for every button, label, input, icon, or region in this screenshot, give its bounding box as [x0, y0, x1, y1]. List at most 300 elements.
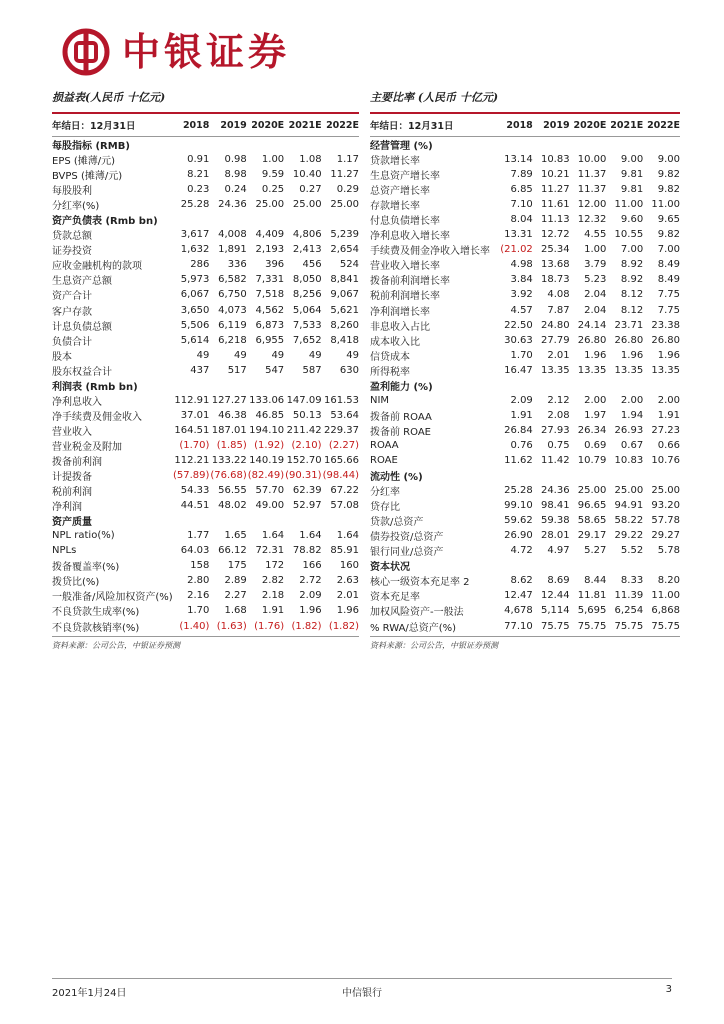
- row-value: 11.27: [540, 184, 570, 196]
- row-value: (1.85): [216, 439, 247, 451]
- row-value: 0.29: [336, 184, 359, 196]
- row-value: 85.91: [330, 545, 359, 557]
- row-label: 非息收入占比: [370, 321, 430, 333]
- row-value: [247, 378, 284, 393]
- row-value: 4.55: [584, 229, 607, 241]
- row-value: 2.08: [547, 409, 570, 421]
- row-label: 成本收入比: [370, 336, 420, 348]
- header-label: 年结日：12月31日: [370, 114, 496, 137]
- row-value: 10.83: [614, 455, 644, 466]
- row-value: 587: [302, 364, 322, 376]
- row-value: 13.35: [614, 364, 644, 376]
- row-value: [643, 137, 680, 153]
- row-value: 8.62: [510, 575, 533, 587]
- row-value: 133.06: [249, 394, 285, 406]
- row-value: 11.39: [614, 590, 644, 602]
- row-value: 1.91: [510, 409, 533, 421]
- row-label: 核心一级资本充足率 2: [370, 577, 470, 589]
- row-value: 6,868: [651, 605, 680, 617]
- row-label: 客户存款: [52, 306, 92, 318]
- section-title: 经营管理 (%): [370, 141, 433, 153]
- row-value: [570, 468, 607, 483]
- row-value: 4,806: [292, 229, 322, 241]
- row-value: 1.97: [584, 409, 607, 421]
- row-value: (2.27): [328, 439, 359, 451]
- table-row: [370, 182, 680, 197]
- row-label: 资产合计: [52, 291, 92, 303]
- row-value: 11.37: [577, 169, 607, 181]
- row-value: 11.13: [540, 214, 570, 226]
- row-value: 517: [227, 364, 247, 376]
- row-label: 贷款总额: [52, 231, 92, 243]
- row-value: 27.93: [540, 424, 570, 436]
- income-statement-panel: [52, 88, 359, 651]
- table-row: [52, 287, 359, 302]
- row-value: 72.31: [255, 545, 285, 557]
- table-row: [52, 423, 359, 438]
- section-title: 资本状况: [370, 562, 410, 574]
- row-value: 24.80: [540, 319, 570, 331]
- row-value: [209, 378, 246, 393]
- row-value: 54.33: [180, 485, 210, 497]
- row-value: [284, 513, 321, 528]
- row-value: 8.49: [657, 259, 680, 271]
- row-value: 3.92: [510, 289, 533, 301]
- row-value: 165.66: [324, 455, 359, 466]
- row-value: 1.64: [336, 530, 359, 542]
- row-value: 6,119: [218, 319, 247, 331]
- section-header-row: [370, 137, 680, 153]
- row-label: 手续费及佣金净收入增长率: [370, 246, 490, 258]
- row-value: (1.82): [328, 620, 359, 632]
- table-row: [370, 603, 680, 618]
- brand-name: 中银证券: [122, 29, 291, 74]
- table-row: [370, 333, 680, 348]
- row-value: 75.75: [651, 620, 680, 632]
- row-value: 10.40: [292, 169, 322, 181]
- row-value: 26.80: [577, 334, 607, 346]
- row-value: 437: [190, 364, 210, 376]
- row-value: 147.09: [286, 394, 322, 406]
- row-value: 4.97: [547, 545, 570, 557]
- table-row: [370, 167, 680, 182]
- row-value: 1.77: [187, 530, 210, 542]
- row-label: 计息负债总额: [52, 321, 112, 333]
- table-row: [52, 408, 359, 423]
- row-value: 8.21: [187, 169, 210, 181]
- row-value: 75.75: [614, 620, 644, 632]
- row-value: 9.00: [620, 154, 644, 166]
- row-value: 7,331: [255, 274, 285, 286]
- row-value: 2.12: [547, 394, 570, 406]
- row-label: % RWA/总资产(%): [370, 622, 457, 634]
- row-value: 9.65: [657, 214, 680, 226]
- row-value: 26.84: [504, 424, 533, 436]
- row-label: 应收金融机构的款项: [52, 261, 142, 273]
- header-year: 2022E: [322, 114, 359, 137]
- row-value: 9.81: [620, 169, 644, 181]
- row-value: 7.75: [657, 289, 680, 301]
- row-value: 7.75: [657, 304, 680, 316]
- table-header-row: [370, 114, 680, 137]
- row-value: (1.70): [179, 439, 210, 451]
- row-label: NPLs: [52, 545, 77, 557]
- row-value: 4,073: [218, 304, 247, 316]
- row-value: 524: [339, 259, 359, 271]
- row-value: 11.61: [540, 199, 570, 211]
- row-value: 5,614: [180, 334, 210, 346]
- table-row: [52, 573, 359, 588]
- table-row: [52, 483, 359, 498]
- row-value: 0.24: [224, 184, 247, 196]
- table-row: [370, 348, 680, 363]
- row-value: 26.80: [614, 334, 644, 346]
- row-value: 8,841: [330, 274, 359, 286]
- row-value: 2.63: [336, 575, 359, 587]
- row-value: 29.27: [651, 530, 680, 542]
- page-footer: [52, 978, 672, 1003]
- row-value: 1.65: [224, 530, 247, 542]
- table-row: [52, 558, 359, 573]
- row-value: 5.52: [620, 545, 644, 557]
- row-label: 股东权益合计: [52, 366, 112, 378]
- row-label: BVPS (摊薄/元): [52, 171, 123, 183]
- row-value: 5,506: [180, 319, 210, 331]
- row-value: 96.65: [577, 500, 607, 512]
- row-value: 9.82: [657, 169, 680, 181]
- row-value: 8.92: [620, 274, 644, 286]
- row-value: 4.72: [510, 545, 533, 557]
- row-value: 5,973: [180, 274, 210, 286]
- row-value: 8.12: [620, 289, 644, 301]
- row-value: 2.82: [261, 575, 285, 587]
- row-value: 630: [339, 364, 359, 376]
- row-value: 1.96: [336, 605, 359, 617]
- row-value: 12.47: [504, 590, 533, 602]
- row-value: 11.37: [577, 184, 607, 196]
- table-row: [370, 242, 680, 257]
- row-value: 112.91: [174, 394, 210, 406]
- row-value: 11.27: [330, 169, 359, 181]
- table-row: [370, 438, 680, 453]
- row-value: 133.22: [211, 455, 247, 466]
- row-value: 2.04: [584, 289, 607, 301]
- row-value: 48.02: [218, 500, 247, 512]
- table-row: [52, 498, 359, 513]
- row-value: 161.53: [324, 394, 359, 406]
- row-value: 1.91: [657, 409, 680, 421]
- row-value: 10.21: [540, 169, 570, 181]
- table-row: [370, 453, 680, 468]
- row-value: 1.08: [299, 154, 322, 166]
- row-label: 分红率: [370, 487, 400, 499]
- row-label: 债券投资/总资产: [370, 532, 444, 544]
- row-label: 存款增长率: [370, 201, 420, 213]
- row-value: (1.63): [216, 620, 247, 632]
- table-row: [52, 603, 359, 618]
- row-value: 8,418: [330, 334, 359, 346]
- row-value: 11.00: [651, 199, 680, 211]
- row-value: [322, 378, 359, 393]
- row-value: [247, 137, 284, 153]
- header-year: 2019: [209, 114, 246, 137]
- row-label: 拨备前利润增长率: [370, 276, 450, 288]
- row-value: 66.12: [218, 545, 247, 557]
- header-year: 2018: [172, 114, 209, 137]
- row-value: 9.60: [620, 214, 644, 226]
- table-row: [52, 227, 359, 242]
- row-value: 8.33: [620, 575, 644, 587]
- table-row: [370, 423, 680, 438]
- row-value: 5.23: [584, 274, 607, 286]
- section-header-row: [370, 558, 680, 573]
- section-title: 每股指标 (RMB): [52, 141, 130, 153]
- table-row: [370, 588, 680, 603]
- key-ratios-table: [370, 114, 680, 634]
- table-row: [370, 543, 680, 558]
- row-value: 12.44: [540, 590, 570, 602]
- row-value: 12.00: [577, 199, 607, 211]
- table-header-row: [52, 114, 359, 137]
- section-header-row: [52, 378, 359, 393]
- table-row: [370, 528, 680, 543]
- footer-page-number: 3: [665, 984, 672, 995]
- section-header-row: [52, 137, 359, 153]
- table-row: [370, 573, 680, 588]
- row-value: 46.38: [218, 409, 247, 421]
- row-value: 336: [227, 259, 247, 271]
- header-year: 2021E: [606, 114, 643, 137]
- section-header-row: [52, 212, 359, 227]
- row-label: 生息资产总额: [52, 276, 112, 288]
- row-value: 58.65: [577, 515, 607, 527]
- row-value: 3,650: [180, 304, 210, 316]
- row-value: 2.09: [510, 394, 533, 406]
- row-value: 2.00: [657, 394, 680, 406]
- table-row: [52, 453, 359, 468]
- row-value: 456: [302, 259, 322, 271]
- row-value: 1.17: [336, 154, 359, 166]
- row-value: 25.00: [577, 485, 607, 497]
- row-value: 6.85: [510, 184, 533, 196]
- row-value: 67.22: [330, 485, 359, 497]
- row-value: 1,891: [218, 244, 247, 256]
- table-row: [370, 408, 680, 423]
- row-value: 3.79: [584, 259, 607, 271]
- table-row: [370, 257, 680, 272]
- table-row: [52, 272, 359, 287]
- row-value: 11.81: [577, 590, 607, 602]
- row-value: 94.91: [614, 500, 644, 512]
- row-label: 总资产增长率: [370, 186, 430, 198]
- row-label: 贷存比: [370, 502, 400, 514]
- row-value: 8.04: [510, 214, 533, 226]
- row-value: 2.09: [299, 590, 322, 602]
- row-value: 29.17: [577, 530, 607, 542]
- row-value: [570, 558, 607, 573]
- row-value: 64.03: [180, 545, 210, 557]
- row-value: 7,652: [292, 334, 322, 346]
- row-value: 2.00: [620, 394, 644, 406]
- row-value: 229.37: [324, 424, 359, 436]
- row-value: 16.47: [504, 364, 533, 376]
- row-value: 2,654: [330, 244, 359, 256]
- row-value: [172, 378, 209, 393]
- row-value: 127.27: [211, 394, 247, 406]
- row-value: [496, 378, 533, 393]
- section-title: 盈利能力 (%): [370, 381, 433, 393]
- row-value: [284, 137, 321, 153]
- row-label: 证券投资: [52, 246, 92, 258]
- row-value: 4.98: [510, 259, 533, 271]
- row-value: 1.96: [620, 349, 644, 361]
- income-statement-title: 损益表(人民币 十亿元): [52, 91, 166, 104]
- row-label: 净利息收入增长率: [370, 231, 450, 243]
- key-ratios-panel: [370, 88, 680, 651]
- row-value: 8,256: [292, 289, 322, 301]
- row-value: 2.18: [261, 590, 285, 602]
- row-value: 6,873: [255, 319, 285, 331]
- row-label: ROAE: [370, 455, 398, 466]
- row-value: [606, 468, 643, 483]
- row-value: 28.01: [540, 530, 570, 542]
- row-value: 172: [265, 560, 285, 572]
- row-value: 25.00: [614, 485, 644, 497]
- row-value: 12.32: [577, 214, 607, 226]
- table-row: [52, 619, 359, 634]
- row-value: 25.00: [330, 199, 359, 211]
- row-value: 0.69: [584, 439, 607, 451]
- row-value: 25.28: [504, 485, 533, 497]
- row-value: 5,621: [330, 304, 359, 316]
- row-label: 净利息收入: [52, 396, 102, 408]
- row-value: 46.85: [255, 409, 285, 421]
- row-value: 5.27: [584, 545, 607, 557]
- table-row: [370, 272, 680, 287]
- row-value: 8.98: [224, 169, 247, 181]
- section-title: 资产质量: [52, 517, 92, 529]
- row-value: 3.84: [510, 274, 533, 286]
- row-value: 26.34: [577, 424, 607, 436]
- row-value: 5.78: [657, 545, 680, 557]
- row-value: 24.36: [540, 485, 570, 497]
- row-value: [606, 137, 643, 153]
- row-value: [496, 137, 533, 153]
- row-value: 187.01: [211, 424, 247, 436]
- row-label: 贷款增长率: [370, 156, 420, 168]
- row-value: 4,678: [504, 605, 533, 617]
- row-value: 49.00: [255, 500, 285, 512]
- row-value: 152.70: [286, 455, 322, 466]
- row-value: 57.08: [330, 500, 359, 512]
- row-value: 11.62: [504, 455, 533, 466]
- row-value: 8.12: [620, 304, 644, 316]
- row-value: 6,955: [255, 334, 285, 346]
- row-value: 10.00: [577, 154, 607, 166]
- row-value: [643, 558, 680, 573]
- row-value: 2.04: [584, 304, 607, 316]
- row-value: 1.96: [584, 349, 607, 361]
- header-year: 2019: [533, 114, 570, 137]
- table-row: [52, 167, 359, 182]
- row-value: 5,239: [330, 229, 359, 241]
- row-value: 50.13: [292, 409, 322, 421]
- table-row: [52, 438, 359, 453]
- row-value: 6,582: [218, 274, 247, 286]
- row-value: 8,260: [330, 319, 359, 331]
- row-value: 7,533: [292, 319, 322, 331]
- row-value: 2.27: [224, 590, 247, 602]
- row-label: 所得税率: [370, 366, 410, 378]
- row-value: 23.71: [614, 319, 644, 331]
- row-value: (98.44): [322, 470, 359, 482]
- row-label: 信贷成本: [370, 351, 410, 363]
- row-value: 25.00: [292, 199, 322, 211]
- row-value: 211.42: [286, 424, 322, 436]
- section-header-row: [370, 378, 680, 393]
- bank-of-china-logo-icon: [62, 28, 110, 76]
- row-value: 2,413: [292, 244, 322, 256]
- row-value: 24.14: [577, 319, 607, 331]
- row-value: (1.92): [254, 439, 285, 451]
- row-value: (21.02: [500, 244, 533, 256]
- table-row: [52, 588, 359, 603]
- row-value: 7.89: [510, 169, 533, 181]
- row-value: 547: [265, 364, 285, 376]
- row-value: [322, 513, 359, 528]
- header-year: 2020E: [247, 114, 284, 137]
- row-label: 不良贷款生成率(%): [52, 607, 140, 619]
- row-value: 7.00: [620, 244, 644, 256]
- row-value: 52.97: [292, 500, 322, 512]
- row-value: 62.39: [292, 485, 322, 497]
- row-label: 净利润增长率: [370, 306, 430, 318]
- row-value: 2.72: [299, 575, 322, 587]
- footer-date: 2021年1月24日: [52, 988, 127, 999]
- row-value: 98.41: [540, 500, 570, 512]
- footer-company: 中信银行: [342, 988, 382, 999]
- table-row: [52, 182, 359, 197]
- row-value: 5,114: [540, 605, 570, 617]
- row-value: 4,008: [218, 229, 247, 241]
- row-value: [533, 468, 570, 483]
- row-value: 4.08: [547, 289, 570, 301]
- table-row: [370, 619, 680, 634]
- income-statement-table: [52, 114, 359, 634]
- row-value: 140.19: [249, 455, 285, 466]
- row-label: 拨备覆盖率(%): [52, 562, 120, 574]
- row-value: 4,409: [255, 229, 285, 241]
- row-value: 1.96: [299, 605, 322, 617]
- row-label: 拨备前 ROAE: [370, 426, 431, 438]
- row-value: 7.10: [510, 199, 533, 211]
- row-value: 75.75: [577, 620, 607, 632]
- row-label: 税前利润: [52, 487, 92, 499]
- table-row: [370, 498, 680, 513]
- row-value: [284, 378, 321, 393]
- row-value: 9.82: [657, 184, 680, 196]
- row-label: 净手续费及佣金收入: [52, 411, 142, 423]
- row-label: 资本充足率: [370, 592, 420, 604]
- row-value: [643, 468, 680, 483]
- row-value: 9.81: [620, 184, 644, 196]
- row-value: 13.35: [540, 364, 570, 376]
- row-value: 26.93: [614, 424, 644, 436]
- row-value: 22.50: [504, 319, 533, 331]
- table-row: [52, 543, 359, 558]
- row-value: 59.62: [504, 515, 533, 527]
- row-value: (1.40): [179, 620, 210, 632]
